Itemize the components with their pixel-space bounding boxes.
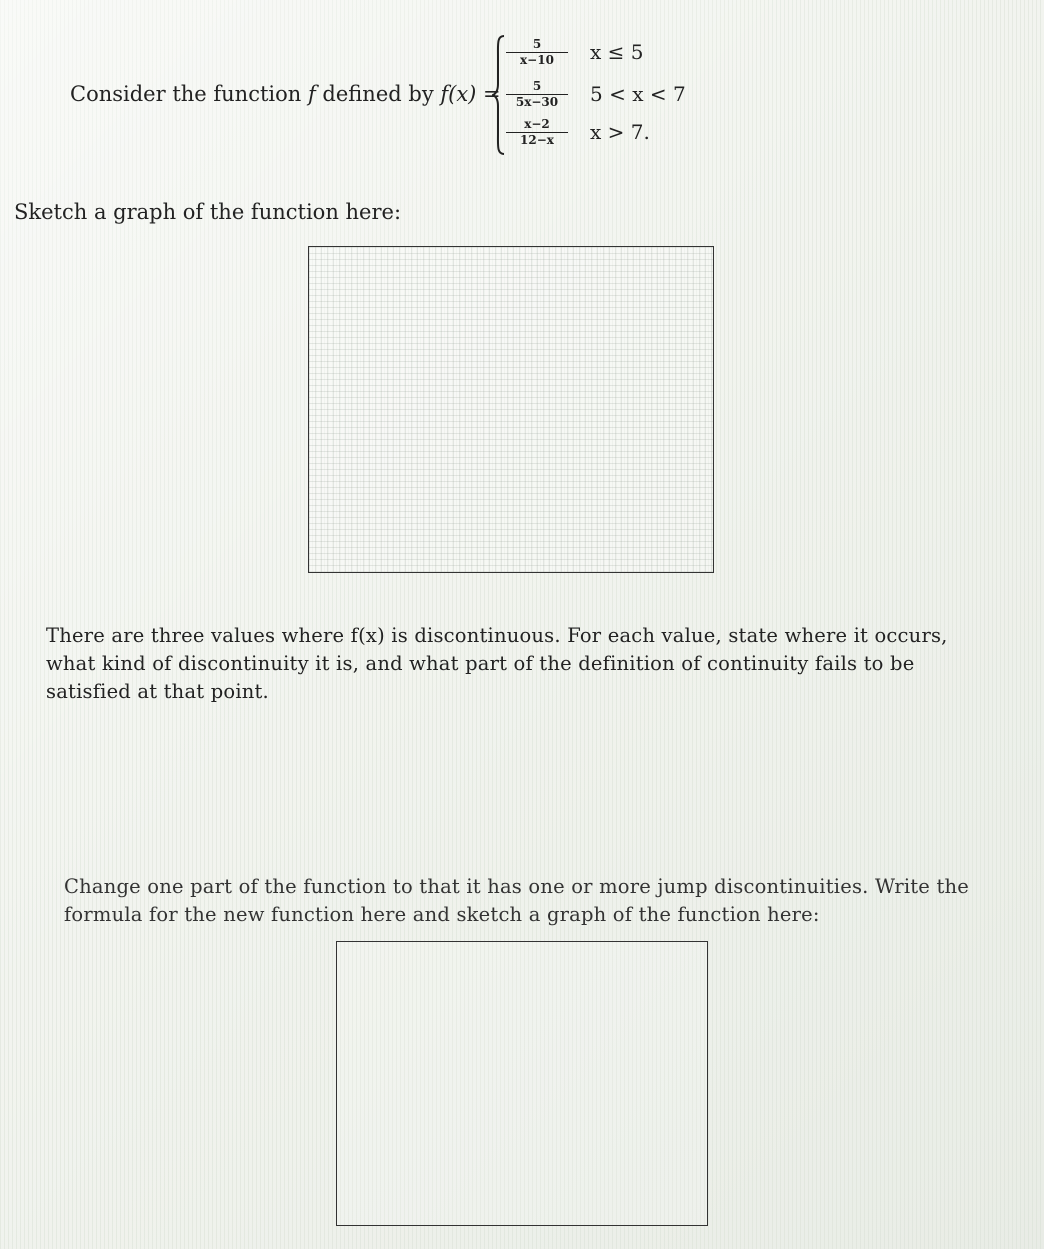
- case-3-fraction: [506, 118, 568, 147]
- intro-text-start: Consider the function: [70, 82, 308, 106]
- function-symbol: f: [307, 82, 316, 106]
- intro-text-middle: defined by: [315, 82, 441, 106]
- case-3-condition: x > 7.: [590, 120, 650, 144]
- function-definition-intro: [70, 82, 501, 106]
- case-3-numerator: x−2: [506, 118, 568, 133]
- discontinuity-question: There are three values where f(x) is discontinuous. For each value, state where it occurs, what kind of discontinuity it is, and what part of the definition of continuity fails to be satisfied at that point.: [46, 624, 948, 703]
- jump-discontinuity-question: Change one part of the function to that it has one or more jump discontinuities. Write the formula for the new function here and sketch a graph of the function here:: [64, 875, 969, 926]
- piecewise-case-3: [506, 118, 696, 154]
- case-2-denominator: 5x−30: [515, 95, 559, 109]
- case-1-denominator: x−10: [520, 53, 554, 67]
- graph-sketch-area[interactable]: [308, 246, 714, 573]
- case-1-numerator: 5: [506, 38, 568, 53]
- left-brace-icon: [492, 34, 506, 156]
- piecewise-case-2: [506, 80, 696, 116]
- case-2-numerator: 5: [506, 80, 568, 95]
- case-2-fraction: [506, 80, 568, 109]
- case-1-fraction: [506, 38, 568, 67]
- piecewise-case-1: [506, 38, 696, 74]
- new-function-sketch-area[interactable]: [336, 941, 708, 1226]
- case-2-condition: 5 < x < 7: [590, 82, 686, 106]
- case-3-denominator: 12−x: [520, 133, 554, 147]
- function-notation: f(x) =: [440, 82, 501, 106]
- sketch-prompt: Sketch a graph of the function here:: [14, 200, 402, 224]
- case-1-condition: x ≤ 5: [590, 40, 644, 64]
- piecewise-definition: [492, 34, 692, 156]
